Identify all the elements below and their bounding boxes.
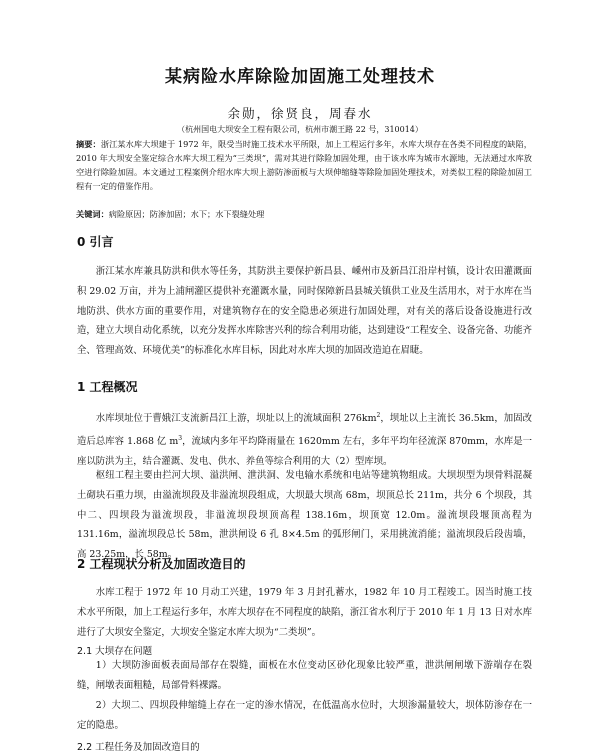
paper-authors: 余勋，徐贤良，周春水 <box>227 106 373 121</box>
abstract-label: 摘要： <box>76 139 101 149</box>
paper-title: 某病险水库除险加固施工处理技术 <box>165 67 435 87</box>
section-2-paragraph: 水库工程于 1972 年 10 月动工兴建，1979 年 3 月封孔蓄水，1982 年 10 月工程竣工。因当时施工技术水平所限，加上工程运行多年，水库大坝存在不同程度的缺陷，浙江省水利厅于 2010 年 1 月 13 日对水库进行了大坝安全鉴定，大坝安全鉴定水库大坝为“二类坝”。 <box>77 587 532 638</box>
section-0-heading: 0 引言 <box>77 235 114 249</box>
section-1-paragraph-1: 水库坝址位于曹娥江支流新昌江上游，坝址以上的流域面积 $276km^2$，坝址以上主流长 36.5km，加固改造后总库容 1.868 亿 $m^3$，流域内多年平均降雨量在 1620mm 左右，多年平均年径流深 870mm，水库是一座以防洪为主，结合灌溉、发电、供水、养鱼等综合利用的大（2）型库坝。 <box>77 412 532 467</box>
abstract-text: 浙江某水库大坝建于 1972 年，限受当时施工技术水平所限，加上工程运行多年，水库大坝存在各类不同程度的缺陷，2010 年大坝安全鉴定综合水库大坝工程为“三类坝”，需对其进行除险加固处理，由于该水库为城市水源地，无法通过水库放空进行除险加固。本文通过工程案例介绍水库大坝上游防渗面板与大坝伸缩缝等除险加固处理技术，对类似工程的除险加固工程有一定的借鉴作用。 <box>76 139 532 191</box>
section-2-2-heading: 2.2 工程任务及加固改造目的 <box>77 742 200 753</box>
section-0-paragraph: 浙江某水库兼具防洪和供水等任务，其防洪主要保护新昌县、嵊州市及新昌江沿岸村镇，设计农田灌溉面积 29.02 万亩，并为上浦闸灌区提供补充灌溉水量，同时保障新昌县城关镇供工业及生活用水，对于水库在当地防洪、供水方面的重要作用，对建筑物存在的安全隐患必须进行加固处理，对有关的落后设备设施进行改造，建立大坝自动化系统，以充分发挥水库除害兴利的综合利用功能，达到建设“工程安全、设备完备、功能齐全、管理高效、环境优美”的标准化水库目标，因此对水库大坝的加固改造迫在眉睫。 <box>77 266 532 357</box>
keywords-label: 关键词： <box>76 209 109 219</box>
section-2-heading: 2 工程现状分析及加固改造目的 <box>77 557 246 571</box>
section-2-1-heading: 2.1 大坝存在问题 <box>77 646 153 657</box>
keywords-text: 病险原因；防渗加固；水下；水下裂缝处理 <box>108 209 265 219</box>
section-2-1-item-1: 1）大坝防渗面板表面局部存在裂缝，面板在水位变动区砂化现象比较严重，泄洪闸闸墩下游端存在裂缝，闸墩表面粗糙，局部骨料裸露。 <box>77 660 532 691</box>
section-2-1-item-2: 2）大坝二、四坝段伸缩缝上存在一定的渗水情况，在低温高水位时，大坝渗漏量较大，坝体防渗存在一定的隐患。 <box>77 700 532 731</box>
keywords <box>76 209 264 220</box>
paper-affiliation: （杭州国电大坝安全工程有限公司，杭州市潮王路 22 号，310014） <box>177 125 423 134</box>
section-1-paragraph-2: 枢纽工程主要由拦河大坝、溢洪闸、泄洪洞、发电输水系统和电站等建筑物组成。大坝坝型为坝骨料混凝土砌块石重力坝，由溢流坝段及非溢流坝段组成，大坝最大坝高 68m，坝顶总长 211m，共分 6 个坝段，其中二、四坝段为溢流坝段，非溢流坝段坝顶高程 138.16m，坝顶宽 12.0m。溢流坝段堰顶高程为 131.16m，溢流坝段总长 58m，泄洪闸设 6 孔 8×4.5m 的弧形闸门，采用挑流消能；溢流坝段后段齿墙，高 23.25m，长 58m。 <box>77 470 532 561</box>
abstract <box>76 137 532 193</box>
section-1-heading: 1 工程概况 <box>77 380 138 394</box>
